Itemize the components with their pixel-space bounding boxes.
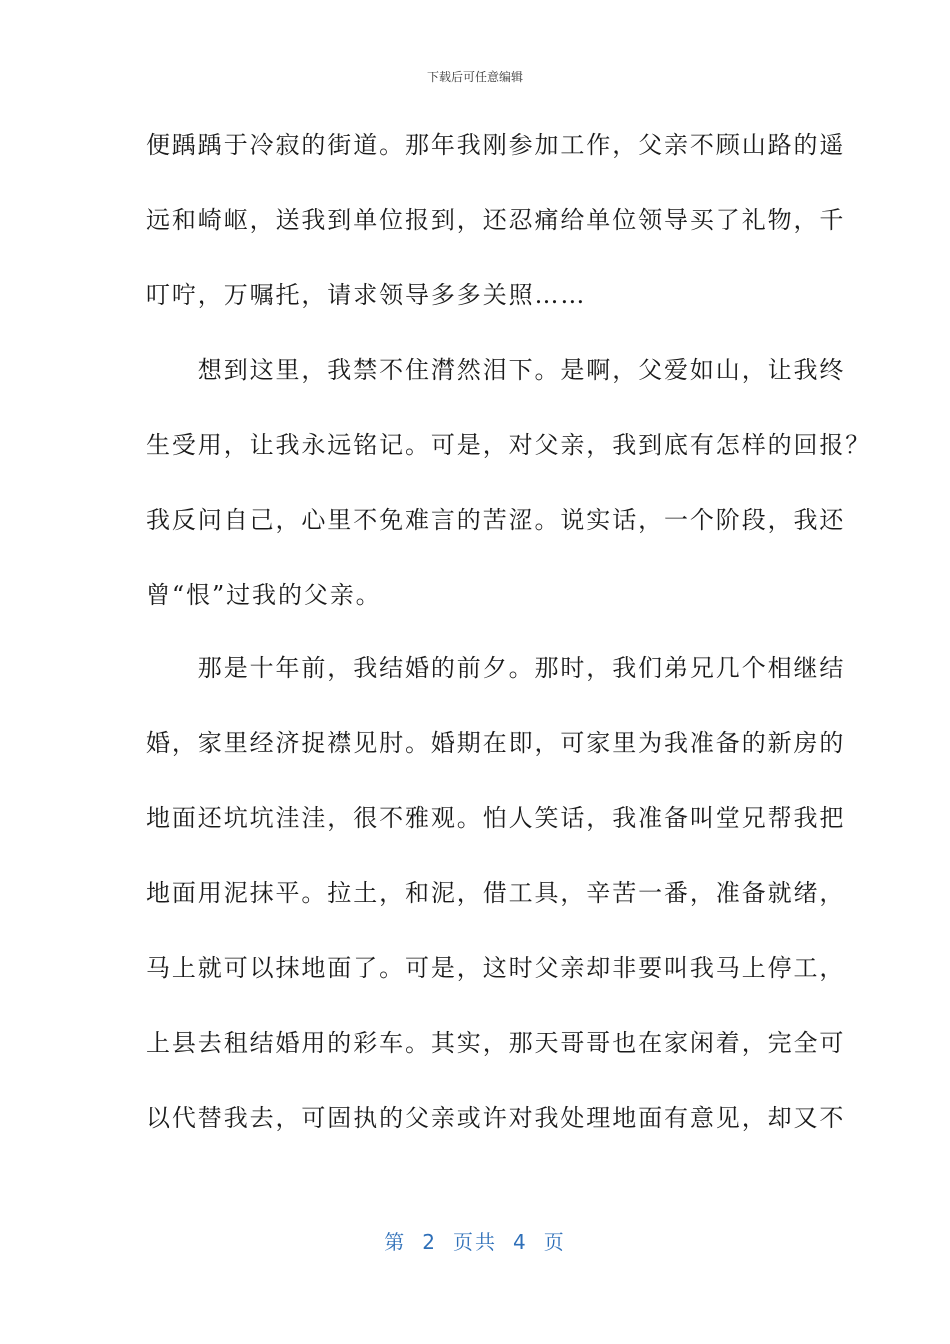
- page-footer: [0, 1226, 950, 1255]
- text-line: 地面还坑坑洼洼，很不雅观。怕人笑话，我准备叫堂兄帮我把: [146, 804, 846, 832]
- footer-suffix: 页: [543, 1230, 566, 1254]
- text-line: 曾“恨”过我的父亲。: [146, 581, 382, 609]
- footer-middle: 页共: [453, 1230, 497, 1254]
- text-line: 想到这里，我禁不住潸然泪下。是啊，父爱如山，让我终: [146, 356, 846, 384]
- text-line: 远和崎岖，送我到单位报到，还忍痛给单位领导买了礼物，千: [146, 206, 846, 234]
- text-line: 上县去租结婚用的彩车。其实，那天哥哥也在家闲着，完全可: [146, 1029, 846, 1057]
- page-header: 下载后可任意编辑: [426, 70, 523, 84]
- text-line: 婚，家里经济捉襟见肘。婚期在即，可家里为我准备的新房的: [146, 729, 846, 757]
- text-line: 以代替我去，可固执的父亲或许对我处理地面有意见，却又不: [146, 1104, 846, 1132]
- text-line: 那是十年前，我结婚的前夕。那时，我们弟兄几个相继结: [146, 654, 846, 682]
- current-page-number: 2: [422, 1230, 437, 1254]
- text-line: 生受用，让我永远铭记。可是，对父亲，我到底有怎样的回报？: [146, 431, 872, 459]
- text-line: 便踽踽于冷寂的街道。那年我刚参加工作，父亲不顾山路的遥: [146, 131, 846, 159]
- text-line: 马上就可以抹地面了。可是，这时父亲却非要叫我马上停工，: [146, 954, 846, 982]
- text-line: 我反问自己，心里不免难言的苦涩。说实话，一个阶段，我还: [146, 506, 846, 534]
- total-pages-number: 4: [513, 1230, 528, 1254]
- footer-prefix: 第: [384, 1230, 407, 1254]
- text-line: 地面用泥抹平。拉土，和泥，借工具，辛苦一番，准备就绪，: [146, 879, 846, 907]
- text-line: 叮咛，万嘱托，请求领导多多关照……: [146, 281, 587, 309]
